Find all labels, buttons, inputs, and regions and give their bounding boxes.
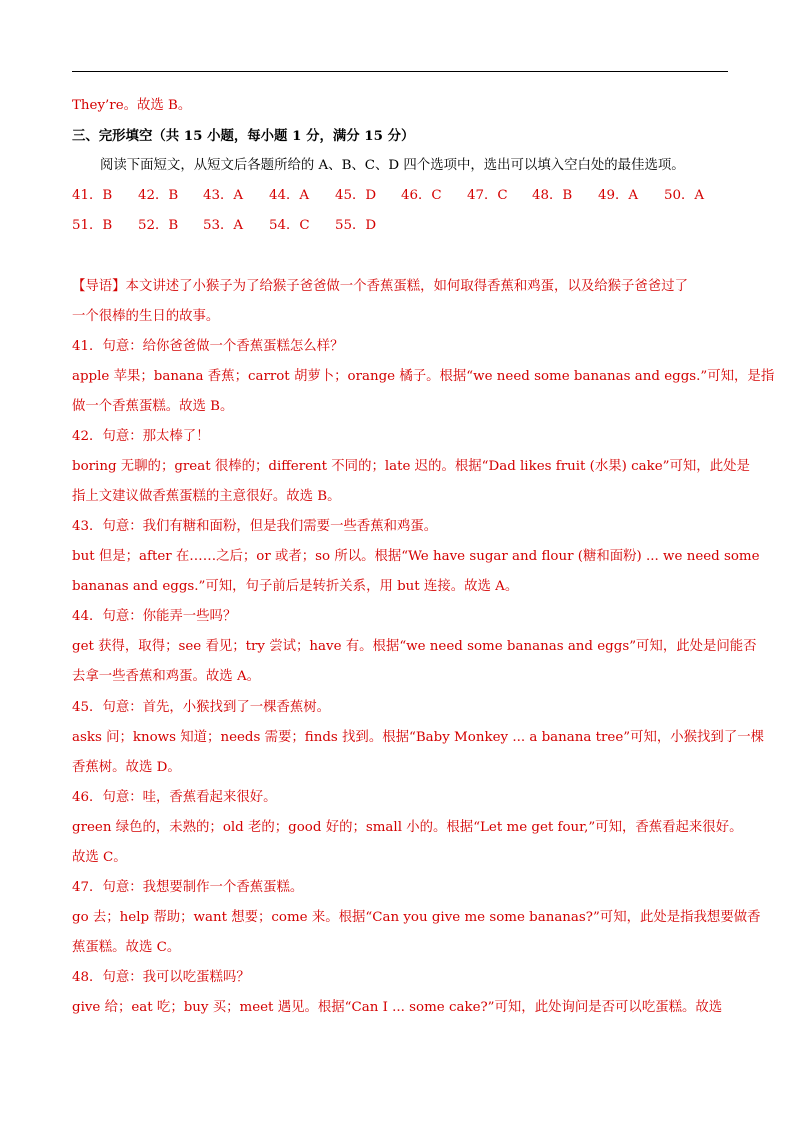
answer-46: 46．C bbox=[401, 188, 442, 203]
q44-conclusion: 去拿一些香蕉和鸡蛋。故选 A。 bbox=[72, 669, 261, 684]
header-rule bbox=[72, 71, 728, 72]
answer-54: 54．C bbox=[269, 218, 310, 233]
q46-explanation: green 绿色的，未熟的；old 老的；good 好的；small 小的。根据“Let me get four,”可知，香蕉看起来很好。 bbox=[72, 820, 743, 835]
q45-conclusion: 香蕉树。故选 D。 bbox=[72, 760, 181, 775]
q42-conclusion: 指上文建议做香蕉蛋糕的主意很好。故选 B。 bbox=[72, 489, 341, 504]
q41-meaning: 41．句意：给你爸爸做一个香蕉蛋糕怎么样？ bbox=[72, 339, 344, 354]
guide-line-1: 【导语】本文讲述了小猴子为了给猴子爸爸做一个香蕉蛋糕，如何取得香蕉和鸡蛋，以及给猴子爸爸过了 bbox=[72, 279, 688, 294]
answer-53: 53．A bbox=[203, 218, 244, 233]
q42-explanation: boring 无聊的；great 很棒的；different 不同的；late 迟的。根据“Dad likes fruit (水果) cake”可知，此处是 bbox=[72, 459, 750, 474]
q47-conclusion: 蕉蛋糕。故选 C。 bbox=[72, 940, 181, 955]
previous-answer-tail: They’re。故选 B。 bbox=[72, 98, 192, 113]
q44-meaning: 44．句意：你能弄一些吗？ bbox=[72, 609, 237, 624]
q43-explanation: but 但是；after 在……之后；or 或者；so 所以。根据“We have sugar and flour (糖和面粉) ... we need some bbox=[72, 549, 760, 564]
answer-45: 45．D bbox=[335, 188, 377, 203]
q41-explanation: apple 苹果；banana 香蕉；carrot 胡萝卜；orange 橘子。根据“we need some bananas and eggs.”可知，是指 bbox=[72, 369, 775, 384]
section-heading: 三、完形填空（共 15 小题，每小题 1 分，满分 15 分） bbox=[72, 128, 415, 144]
q41-conclusion: 做一个香蕉蛋糕。故选 B。 bbox=[72, 399, 234, 414]
q48-explanation: give 给；eat 吃；buy 买；meet 遇见。根据“Can I ... some cake?”可知，此处询问是否可以吃蛋糕。故选 bbox=[72, 1000, 723, 1015]
answer-50: 50．A bbox=[664, 188, 705, 203]
answer-43: 43．A bbox=[203, 188, 244, 203]
q44-explanation: get 获得，取得；see 看见；try 尝试；have 有。根据“we need some bananas and eggs”可知，此处是问能否 bbox=[72, 639, 757, 654]
answer-41: 41．B bbox=[72, 188, 113, 203]
q46-conclusion: 故选 C。 bbox=[72, 850, 127, 865]
answer-52: 52．B bbox=[138, 218, 179, 233]
answer-48: 48．B bbox=[532, 188, 573, 203]
answer-55: 55．D bbox=[335, 218, 377, 233]
guide-line-2: 一个很棒的生日的故事。 bbox=[72, 309, 220, 324]
answer-44: 44．A bbox=[269, 188, 310, 203]
q43-conclusion: bananas and eggs.”可知，句子前后是转折关系，用 but 连接。故选 A。 bbox=[72, 579, 519, 594]
answer-47: 47．C bbox=[467, 188, 508, 203]
q42-meaning: 42．句意：那太棒了！ bbox=[72, 429, 210, 444]
answer-51: 51．B bbox=[72, 218, 113, 233]
answer-key-row-2 bbox=[72, 216, 728, 236]
q47-meaning: 47．句意：我想要制作一个香蕉蛋糕。 bbox=[72, 880, 304, 895]
q45-explanation: asks 问；knows 知道；needs 需要；finds 找到。根据“Baby Monkey ... a banana tree”可知，小猴找到了一棵 bbox=[72, 730, 764, 745]
section-instruction: 阅读下面短文，从短文后各题所给的 A、B、C、D 四个选项中，选出可以填入空白处的最佳选项。 bbox=[100, 158, 685, 173]
q46-meaning: 46．句意：哇，香蕉看起来很好。 bbox=[72, 790, 277, 805]
answer-42: 42．B bbox=[138, 188, 179, 203]
q45-meaning: 45．句意：首先，小猴找到了一棵香蕉树。 bbox=[72, 700, 331, 715]
answer-49: 49．A bbox=[598, 188, 639, 203]
q47-explanation: go 去；help 帮助；want 想要；come 来。根据“Can you give me some bananas?”可知，此处是指我想要做香 bbox=[72, 910, 761, 925]
answer-key-row-1 bbox=[72, 186, 728, 206]
q48-meaning: 48．句意：我可以吃蛋糕吗？ bbox=[72, 970, 250, 985]
q43-meaning: 43．句意：我们有糖和面粉，但是我们需要一些香蕉和鸡蛋。 bbox=[72, 519, 438, 534]
